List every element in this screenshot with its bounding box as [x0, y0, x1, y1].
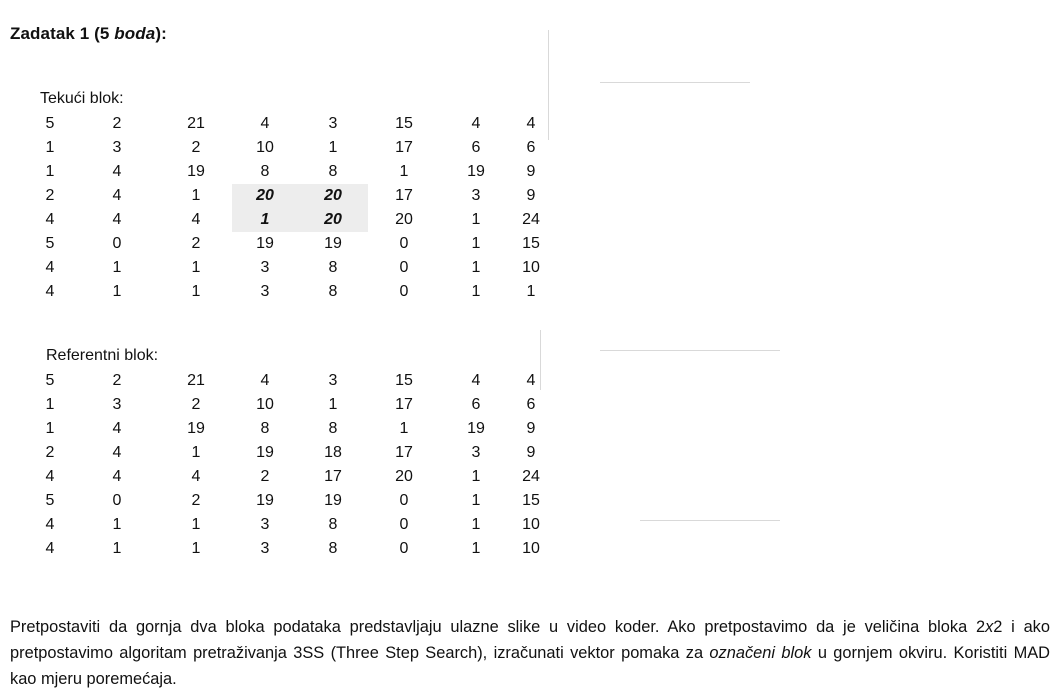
table-cell: 1	[471, 235, 481, 252]
table-cell: 8	[328, 259, 338, 276]
table-cell: 1	[471, 516, 481, 533]
table-cell: 0	[399, 235, 409, 252]
table-cell: 1	[112, 516, 122, 533]
table-row	[26, 465, 550, 489]
table-cell: 4	[260, 372, 270, 389]
table-cell: 8	[328, 516, 338, 533]
table-cell: 19	[256, 444, 274, 461]
table-cell: 15	[522, 235, 540, 252]
table-cell: 2	[112, 115, 122, 132]
table-cell: 5	[45, 492, 55, 509]
table-cell: 4	[112, 187, 122, 204]
table-cell: 10	[522, 516, 540, 533]
current-block-label: Tekući blok:	[40, 90, 124, 107]
table-cell: 4	[45, 516, 55, 533]
table-cell: 5	[45, 372, 55, 389]
table-cell: 1	[399, 420, 409, 437]
table-cell: 6	[526, 139, 536, 156]
table-cell: 1	[191, 540, 201, 557]
table-cell: 4	[45, 283, 55, 300]
table-cell: 0	[399, 516, 409, 533]
table-cell: 10	[256, 396, 274, 413]
table-cell: 5	[45, 235, 55, 252]
table-cell: 1	[45, 139, 55, 156]
table-cell: 4	[260, 115, 270, 132]
table-cell: 17	[395, 139, 413, 156]
table-cell: 10	[256, 139, 274, 156]
table-cell: 8	[328, 420, 338, 437]
table-cell: 19	[467, 420, 485, 437]
table-cell: 4	[471, 115, 481, 132]
table-row	[26, 513, 550, 537]
table-cell: 1	[471, 259, 481, 276]
table-cell: 1	[399, 163, 409, 180]
table-cell: 1	[471, 468, 481, 485]
table-cell: 3	[328, 372, 338, 389]
table-cell: 18	[324, 444, 342, 461]
table-cell: 21	[187, 115, 205, 132]
table-cell: 4	[45, 259, 55, 276]
table-cell: 4	[45, 211, 55, 228]
table-cell: 2	[112, 372, 122, 389]
table-cell: 2	[260, 468, 270, 485]
table-cell: 15	[395, 115, 413, 132]
table-cell: 9	[526, 163, 536, 180]
task-title: Zadatak 1 (5 boda):	[10, 24, 167, 43]
table-cell: 2	[191, 235, 201, 252]
table-row	[26, 393, 550, 417]
table-cell: 4	[112, 468, 122, 485]
table-cell: 3	[260, 259, 270, 276]
table-cell: 0	[112, 235, 122, 252]
table-cell: 3	[471, 444, 481, 461]
table-cell: 19	[187, 420, 205, 437]
table-cell: 17	[395, 187, 413, 204]
table-cell: 4	[191, 211, 201, 228]
table-cell: 2	[45, 444, 55, 461]
table-cell: 1	[112, 259, 122, 276]
table-cell: 19	[256, 492, 274, 509]
scan-bleed-mark	[600, 82, 750, 83]
table-cell: 3	[260, 540, 270, 557]
table-cell: 9	[526, 187, 536, 204]
table-cell: 4	[112, 163, 122, 180]
table-cell: 1	[191, 259, 201, 276]
table-cell: 6	[526, 396, 536, 413]
table-cell: 8	[328, 163, 338, 180]
table-cell: 2	[191, 139, 201, 156]
table-cell: 2	[191, 492, 201, 509]
table-cell: 19	[467, 163, 485, 180]
table-row	[26, 417, 550, 441]
table-cell: 1	[45, 163, 55, 180]
table-cell: 3	[471, 187, 481, 204]
table-cell: 17	[324, 468, 342, 485]
table-cell: 4	[45, 540, 55, 557]
table-cell: 1	[45, 420, 55, 437]
table-cell: 20	[395, 211, 413, 228]
table-row	[26, 280, 550, 304]
table-row	[26, 112, 550, 136]
current-block-table	[26, 112, 550, 304]
table-cell: 4	[112, 444, 122, 461]
table-cell: 5	[45, 115, 55, 132]
table-cell: 1	[328, 139, 338, 156]
table-cell: 9	[526, 420, 536, 437]
table-cell: 3	[328, 115, 338, 132]
table-row	[26, 369, 550, 393]
table-cell: 0	[399, 492, 409, 509]
table-cell: 24	[522, 211, 540, 228]
table-cell: 4	[112, 420, 122, 437]
table-cell: 19	[256, 235, 274, 252]
table-cell: 4	[526, 372, 536, 389]
table-cell: 8	[328, 540, 338, 557]
table-cell: 2	[45, 187, 55, 204]
table-cell: 1	[328, 396, 338, 413]
table-row	[26, 160, 550, 184]
table-cell: 1	[112, 283, 122, 300]
table-cell: 2	[191, 396, 201, 413]
table-cell: 17	[395, 444, 413, 461]
table-cell: 8	[260, 163, 270, 180]
table-cell: 19	[187, 163, 205, 180]
table-row	[26, 184, 550, 208]
table-cell: 4	[45, 468, 55, 485]
table-cell: 1	[191, 283, 201, 300]
table-row	[26, 537, 550, 561]
table-cell: 9	[526, 444, 536, 461]
table-cell: 4	[526, 115, 536, 132]
table-cell: 1	[471, 492, 481, 509]
scan-bleed-mark	[640, 520, 780, 521]
table-cell: 8	[260, 420, 270, 437]
scan-bleed-mark	[600, 350, 780, 351]
reference-block-table	[26, 369, 550, 561]
table-cell: 1	[471, 211, 481, 228]
marked-block-cell: 20	[298, 184, 368, 208]
table-cell: 3	[260, 516, 270, 533]
table-cell: 15	[522, 492, 540, 509]
table-cell: 1	[112, 540, 122, 557]
table-cell: 3	[260, 283, 270, 300]
table-cell: 19	[324, 235, 342, 252]
table-cell: 1	[45, 396, 55, 413]
table-cell: 10	[522, 540, 540, 557]
table-cell: 24	[522, 468, 540, 485]
table-cell: 6	[471, 396, 481, 413]
table-cell: 1	[471, 283, 481, 300]
table-cell: 6	[471, 139, 481, 156]
table-cell: 4	[191, 468, 201, 485]
table-cell: 0	[399, 259, 409, 276]
table-cell: 3	[112, 396, 122, 413]
table-row	[26, 136, 550, 160]
table-cell: 3	[112, 139, 122, 156]
table-cell: 1	[191, 444, 201, 461]
table-cell: 10	[522, 259, 540, 276]
table-cell: 1	[471, 540, 481, 557]
table-cell: 19	[324, 492, 342, 509]
table-row	[26, 489, 550, 513]
reference-block-label: Referentni blok:	[46, 347, 159, 364]
table-row	[26, 208, 550, 232]
table-cell: 1	[191, 516, 201, 533]
table-cell: 20	[395, 468, 413, 485]
table-cell: 0	[399, 540, 409, 557]
marked-block-cell: 1	[232, 208, 298, 232]
table-row	[26, 256, 550, 280]
table-cell: 15	[395, 372, 413, 389]
table-cell: 21	[187, 372, 205, 389]
table-row	[26, 232, 550, 256]
table-cell: 4	[471, 372, 481, 389]
table-cell: 8	[328, 283, 338, 300]
table-cell: 0	[112, 492, 122, 509]
table-cell: 1	[526, 283, 536, 300]
marked-block-cell: 20	[298, 208, 368, 232]
table-cell: 0	[399, 283, 409, 300]
table-row	[26, 441, 550, 465]
table-cell: 4	[112, 211, 122, 228]
table-cell: 1	[191, 187, 201, 204]
table-cell: 17	[395, 396, 413, 413]
marked-block-cell: 20	[232, 184, 298, 208]
task-description: Pretpostaviti da gornja dva bloka podataka predstavljaju ulazne slike u video koder. Ako pretpostavimo da je veličina bloka 2x2 i ako pretpostavimo algoritam pretraživanja 3SS (Three Step Search), izračunati vektor pomaka za označeni blok u gornjem okviru. Koristiti MAD kao mjeru poremećaja.	[10, 618, 1050, 689]
